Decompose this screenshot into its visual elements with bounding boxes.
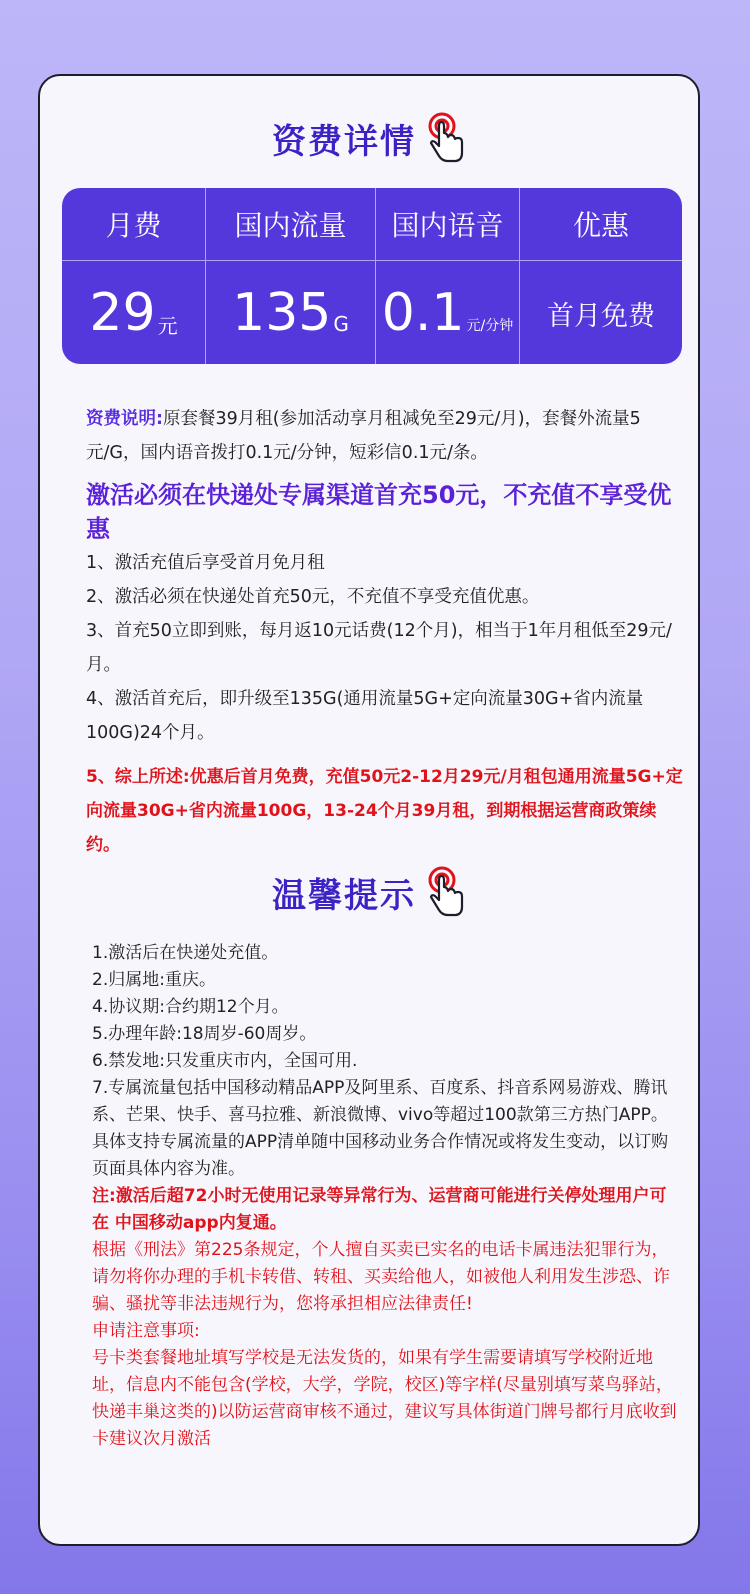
description-label: 资费说明: bbox=[86, 409, 163, 429]
header-domestic-voice: 国内语音 bbox=[376, 188, 520, 260]
tips-title: 温馨提示 bbox=[272, 875, 416, 916]
notice-title: 申请注意事项: bbox=[92, 1321, 200, 1341]
voice-number: 0.1 bbox=[381, 283, 465, 343]
tip-line: 5.办理年龄:18周岁-60周岁。 bbox=[92, 1024, 317, 1044]
monthly-fee-number: 29 bbox=[89, 283, 156, 343]
description-text: 原套餐39月租(参加活动享月租减免至29元/月)，套餐外流量5元/G，国内语音拨打0.1元/分钟，短彩信0.1元/条。 bbox=[86, 409, 641, 463]
pointing-hand-icon bbox=[426, 866, 466, 918]
tariff-section-title bbox=[40, 112, 698, 164]
tip-line: 6.禁发地:只发重庆市内，全国可用. bbox=[92, 1051, 358, 1071]
summary-text: 5、综上所述:优惠后首月免费，充值50元2-12月29元/月租包通用流量5G+定向流量30G+省内流量100G，13-24个月39月租，到期根据运营商政策续约。 bbox=[86, 767, 683, 855]
voice-value bbox=[376, 261, 520, 364]
tip-line: 4.协议期:合约期12个月。 bbox=[92, 997, 289, 1017]
list-item: 4、激活首充后，即升级至135G(通用流量5G+定向流量30G+省内流量100G)24个月。 bbox=[86, 689, 644, 743]
benefit-list bbox=[86, 546, 676, 750]
voice-unit: 元/分钟 bbox=[466, 318, 514, 334]
header-domestic-data: 国内流量 bbox=[206, 188, 376, 260]
data-unit: G bbox=[333, 312, 349, 336]
content-card bbox=[38, 74, 700, 1546]
warning-text: 注:激活后超72小时无使用记录等异常行为、运营商可能进行关停处理用户可在 中国移动app内复通。 bbox=[92, 1186, 667, 1233]
list-item: 3、首充50立即到账，每月返10元话费(12个月)，相当于1年月租低至29元/月。 bbox=[86, 621, 672, 675]
law-text: 根据《刑法》第225条规定，个人擅自买卖已实名的电话卡属违法犯罪行为，请勿将你办理的手机卡转借、转租、买卖给他人，如被他人利用发生涉恐、诈骗、骚扰等非法违规行为，您将承担相应法律责任! bbox=[92, 1240, 670, 1314]
tariff-description bbox=[86, 402, 676, 470]
fee-table bbox=[62, 188, 682, 364]
header-discount: 优惠 bbox=[572, 209, 629, 242]
data-value bbox=[206, 261, 376, 364]
tip-line: 1.激活后在快递处充值。 bbox=[92, 943, 279, 963]
discount-value: 首月免费 bbox=[547, 300, 655, 332]
list-item: 1、激活充值后享受首月免月租 bbox=[86, 553, 325, 573]
tips-list bbox=[92, 940, 682, 1453]
list-item: 2、激活必须在快递处首充50元，不充值不享受充值优惠。 bbox=[86, 587, 540, 607]
tip-line: 7.专属流量包括中国移动精品APP及阿里系、百度系、抖音系网易游戏、腾讯系、芒果、快手、喜马拉雅、新浪微博、vivo等超过100款第三方热门APP。具体支持专属流量的APP清单随中国移动业务合作情况或将发生变动，以订购页面具体内容为准。 bbox=[92, 1078, 669, 1179]
monthly-fee-value bbox=[62, 261, 206, 364]
pointing-hand-icon bbox=[426, 112, 466, 164]
data-number: 135 bbox=[232, 283, 332, 343]
monthly-fee-unit: 元 bbox=[157, 313, 178, 338]
activation-headline: 激活必须在快递处专属渠道首充50元，不充值不享受优惠 bbox=[86, 481, 672, 543]
tips-section-title bbox=[40, 866, 698, 918]
header-monthly-fee: 月费 bbox=[62, 188, 206, 260]
tip-line: 2.归属地:重庆。 bbox=[92, 970, 216, 990]
tariff-title: 资费详情 bbox=[272, 121, 416, 162]
fee-table-values bbox=[62, 260, 682, 364]
notice-text: 号卡类套餐地址填写学校是无法发货的，如果有学生需要请填写学校附近地址，信息内不能包含(学校，大学，学院，校区)等字样(尽量别填写菜鸟驿站，快递丰巢这类的)以防运营商审核不通过，建议写具体街道门牌号都行月底收到卡建议次月激活 bbox=[92, 1348, 677, 1449]
fee-table-header bbox=[62, 188, 682, 260]
